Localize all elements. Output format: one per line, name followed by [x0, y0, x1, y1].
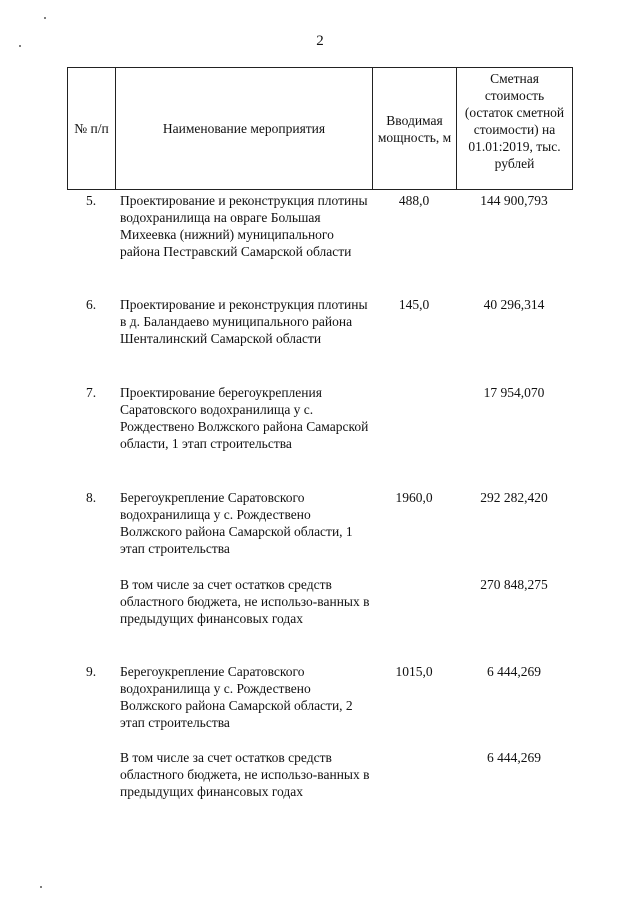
scan-speck: [40, 886, 42, 888]
table-header: [67, 67, 573, 190]
row-number: 6.: [85, 297, 97, 312]
scan-speck: [44, 17, 46, 19]
row-power: 488,0: [398, 193, 430, 208]
row-cost: 6 444,269: [487, 664, 541, 679]
header-name: Наименование мероприятия: [116, 68, 373, 190]
row-power: 1960,0: [395, 490, 433, 505]
row-name: В том числе за счет остатков средств областного бюджета, не использо-ванных в предыдущих финансовых годах: [120, 750, 370, 799]
row-cost: 17 954,070: [483, 385, 545, 400]
row-power: 145,0: [398, 297, 430, 312]
header-power: Вводимая мощность, м: [373, 68, 457, 190]
row-name: Берегоукрепление Саратовского водохранилища у с. Рождествено Волжского района Самарской области, 1 этап строительства: [120, 490, 353, 556]
row-cost: 292 282,420: [480, 490, 548, 505]
row-name: Берегоукрепление Саратовского водохранилища у с. Рождествено Волжского района Самарской области, 2 этап строительства: [120, 664, 353, 730]
row-name: Проектирование и реконструкция плотины в д. Баландаево муниципального района Шенталинский Самарской области: [120, 297, 368, 346]
row-cost: 270 848,275: [480, 577, 548, 592]
row-power: 1015,0: [395, 664, 433, 679]
header-number: № п/п: [68, 68, 116, 190]
row-number: 7.: [85, 385, 97, 400]
row-cost: 144 900,793: [480, 193, 548, 208]
row-number: 9.: [85, 664, 97, 679]
row-number: 5.: [85, 193, 97, 208]
header-cost: Сметная стоимость (остаток сметной стоимости) на 01.01:2019, тыс. рублей: [457, 68, 573, 190]
row-name: Проектирование берегоукрепления Саратовского водохранилища у с. Рождествено Волжского района Самарской области, 1 этап строительства: [120, 385, 369, 451]
page-number: 2: [316, 33, 324, 49]
row-name: Проектирование и реконструкция плотины водохранилища на овраге Большая Михеевка (нижний) муниципального района Пестравский Самарской области: [120, 193, 368, 259]
row-number: 8.: [85, 490, 97, 505]
row-cost: 6 444,269: [487, 750, 541, 765]
row-cost: 40 296,314: [483, 297, 545, 312]
row-name: В том числе за счет остатков средств областного бюджета, не использо-ванных в предыдущих финансовых годах: [120, 577, 370, 626]
